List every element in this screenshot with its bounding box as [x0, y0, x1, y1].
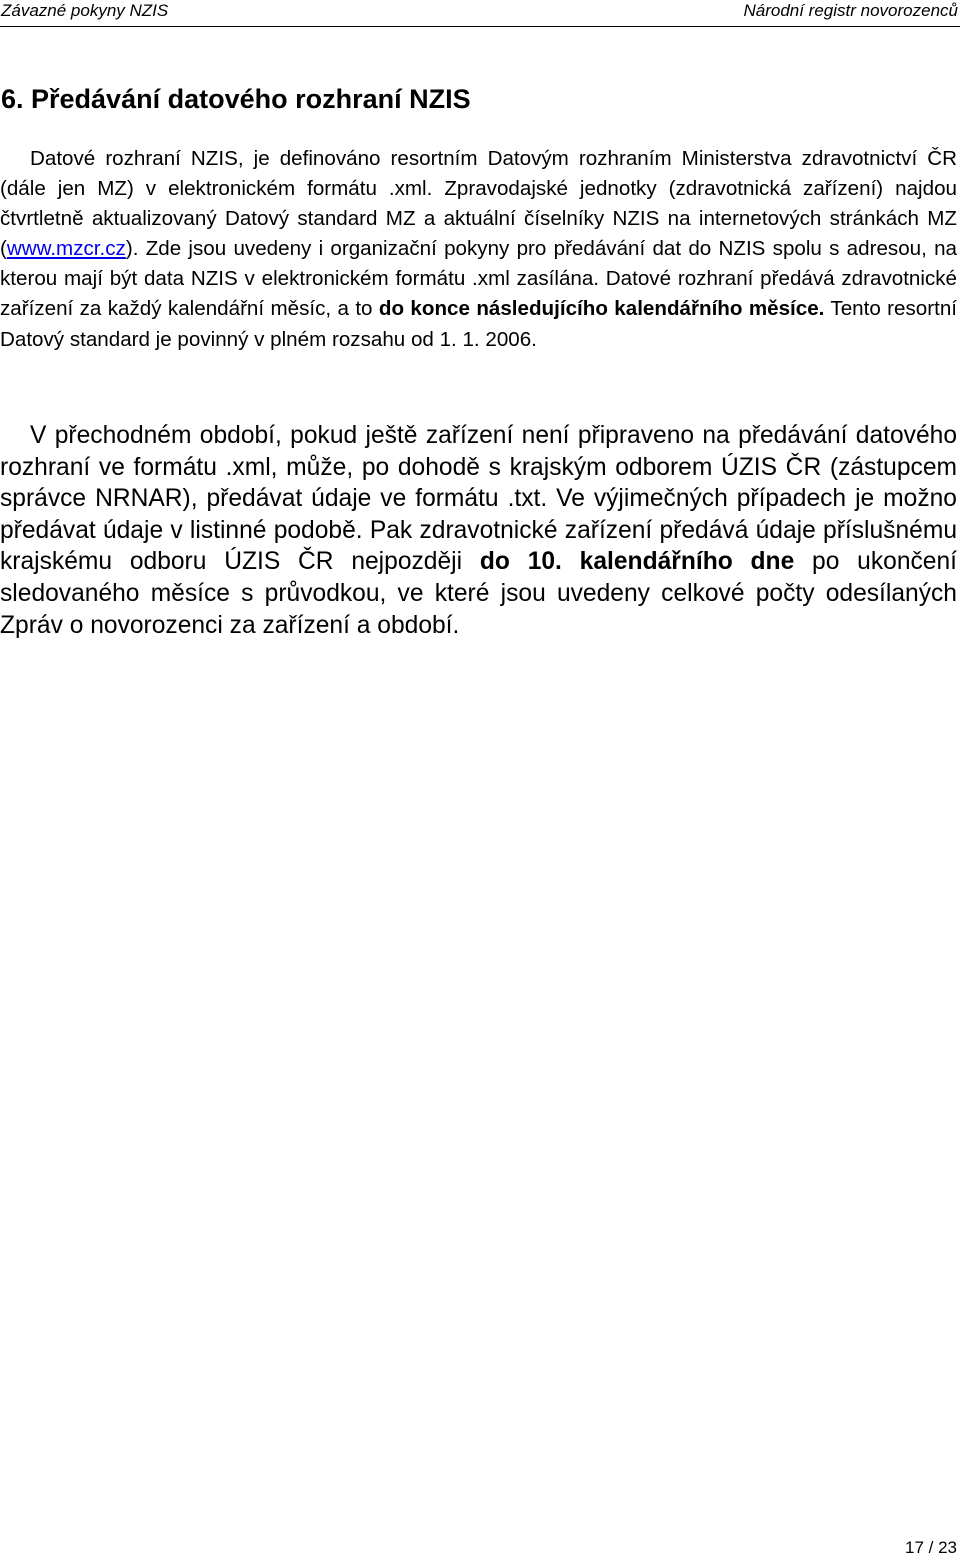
paragraph1-deadline-bold: do konce následujícího kalendářního měsíce.: [378, 297, 825, 321]
paragraph2-deadline-bold: do 10. kalendářního dne: [479, 548, 795, 576]
paragraph1-text-1: Datové rozhraní NZIS, je definováno resortním Datovým rozhraním Ministerstva zdravotnictví ČR (dále jen MZ) v elektronickém formátu .xml. Zpravodajské jednotky (zdravotnická zařízení) najdou čtvrtletně aktualizovaný Datový standard MZ a aktuální číselníky NZIS na internetových stránkách MZ (: [0, 147, 957, 261]
header-document-title: Závazné pokyny NZIS: [1, 1, 169, 20]
paragraph-transition-period: [0, 420, 957, 641]
mzcr-link[interactable]: www.mzcr.cz: [6, 237, 126, 261]
paragraph-data-interface: [0, 144, 957, 355]
paragraph1-text-2: ). Zde jsou uvedeny i organizační pokyny pro předávání dat do NZIS spolu s adresou, na kterou mají být data NZIS v elektronickém formátu .xml zasílána. Datové rozhraní předává zdravotnické zařízení za každý kalendářní měsíc, a to: [0, 237, 957, 321]
page-header: [0, 0, 960, 27]
section-heading: 6. Předávání datového rozhraní NZIS: [1, 84, 471, 114]
paragraph1-text-3: Tento resortní Datový standard je povinný v plném rozsahu od 1. 1. 2006.: [0, 297, 957, 351]
header-registry-name: Národní registr novorozenců: [743, 1, 958, 20]
paragraph2-text-1: V přechodném období, pokud ještě zařízení není připraveno na předávání datového rozhraní ve formátu .xml, může, po dohodě s krajským odborem ÚZIS ČR (zástupcem správce NRNAR), předávat údaje ve formátu .txt. Ve výjimečných případech je možno předávat údaje v listinné podobě. Pak zdravotnické zařízení předává údaje příslušnému krajskému odboru ÚZIS ČR nejpozději: [0, 422, 957, 576]
paragraph2-text-2: po ukončení sledovaného měsíce s průvodkou, ve které jsou uvedeny celkové počty odesílaných Zpráv o novorozenci za zařízení a období.: [0, 548, 957, 639]
page-number: 17 / 23: [905, 1538, 957, 1557]
